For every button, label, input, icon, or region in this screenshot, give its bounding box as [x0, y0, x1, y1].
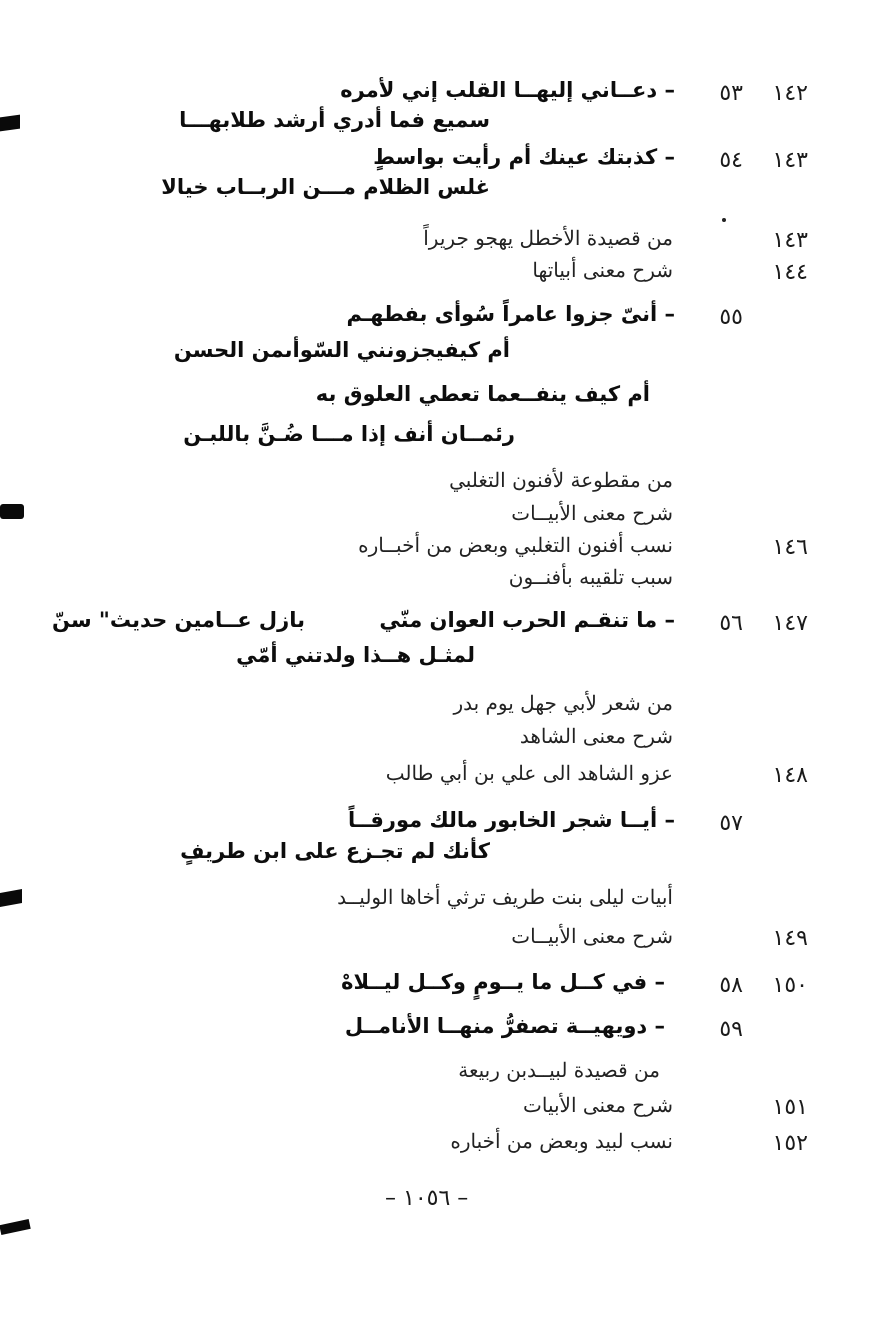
note-line: شرح معنى الأبيات [523, 1093, 673, 1117]
page-ref: ١٤٢ [772, 81, 808, 106]
note-line: شرح معنى الأبيــات [511, 501, 673, 525]
verse-line: لمثـل هــذا ولدتني أمّي [236, 643, 475, 667]
scan-mark [0, 889, 22, 907]
note-line: شرح معنى الأبيــات [511, 924, 673, 948]
page-ref: ١٤٣ [772, 228, 808, 253]
page-ref: ١٤٣ [772, 148, 808, 173]
page-ref: ١٤٤ [772, 260, 808, 285]
page-ref: ١٤٧ [772, 611, 808, 636]
verse-line: بازل عــامين حديث" سنّ [52, 608, 305, 632]
page-ref: ١٤٦ [772, 535, 808, 560]
verse-line: – أنىّ جزوا عامراً سُوأى بفطهـم [346, 302, 675, 326]
verse-line: – ما تنقـم الحرب العوان منّي [379, 608, 675, 632]
page-ref: ١٤٨ [772, 763, 808, 788]
speck [722, 218, 726, 222]
note-line: من قصيدة الأخطل يهجو جريراً [423, 226, 673, 250]
note-line: من شعر لأبي جهل يوم بدر [453, 691, 673, 715]
verse-line: سميع فما أدري أرشد طلابهـــا [179, 108, 490, 132]
scan-mark [0, 115, 20, 132]
note-line: سبب تلقيبه بأفنــون [508, 565, 673, 589]
page-ref: ١٥١ [772, 1095, 808, 1120]
note-line: من قصيدة لبيــدبن ربيعة [458, 1058, 660, 1082]
verse-line: – دعــاني إليهــا القلب إني لأمره [340, 78, 675, 102]
note-line: من مقطوعة لأفنون التغلبي [449, 468, 673, 492]
note-line: نسب أفنون التغلبي وبعض من أخبــاره [358, 533, 673, 557]
scan-mark [0, 1219, 31, 1235]
verse-number: ٥٨ [719, 973, 743, 998]
page-number: – ١٠٥٦ – [385, 1186, 469, 1211]
note-line: نسب لبيد وبعض من أخباره [450, 1129, 673, 1153]
page-ref: ١٥٢ [772, 1131, 808, 1156]
verse-line: رئمــان أنف إذا مـــا ضُـنَّ باللبـن [183, 422, 515, 446]
verse-line: أم كيفيجزونني السّوأىمن الحسن [173, 338, 510, 362]
verse-number: ٥٧ [719, 811, 743, 836]
verse-number: ٥٩ [719, 1017, 743, 1042]
verse-line: غلس الظلام مـــن الربــاب خيالا [161, 175, 490, 199]
note-line: شرح معنى أبياتها [532, 258, 673, 282]
scan-mark [0, 504, 24, 519]
note-line: شرح معنى الشاهد [519, 724, 673, 748]
page-ref: ١٥٠ [772, 973, 808, 998]
note-line: عزو الشاهد الى علي بن أبي طالب [385, 761, 673, 785]
verse-line: – أيــا شجر الخابور مالك مورقــاً [347, 808, 675, 832]
verse-line: أم كيف ينفــعما تعطي العلوق به [315, 382, 650, 406]
verse-line: – في كــل ما يــومٍ وكــل ليــلاهْ [341, 970, 665, 994]
verse-line: كأنك لم تجـزع على ابن طريفٍ [180, 839, 490, 863]
note-line: أبيات ليلى بنت طريف ترثي أخاها الوليــد [337, 885, 673, 909]
page-ref: ١٤٩ [772, 926, 808, 951]
verse-line: – كذبتك عينك أم رأيت بواسطٍ [373, 145, 675, 169]
verse-number: ٥٤ [719, 148, 743, 173]
verse-line: – دويهيــة تصفرُّ منهــا الأنامــل [344, 1014, 665, 1038]
verse-number: ٥٦ [719, 611, 743, 636]
verse-number: ٥٥ [719, 305, 743, 330]
verse-number: ٥٣ [719, 81, 743, 106]
